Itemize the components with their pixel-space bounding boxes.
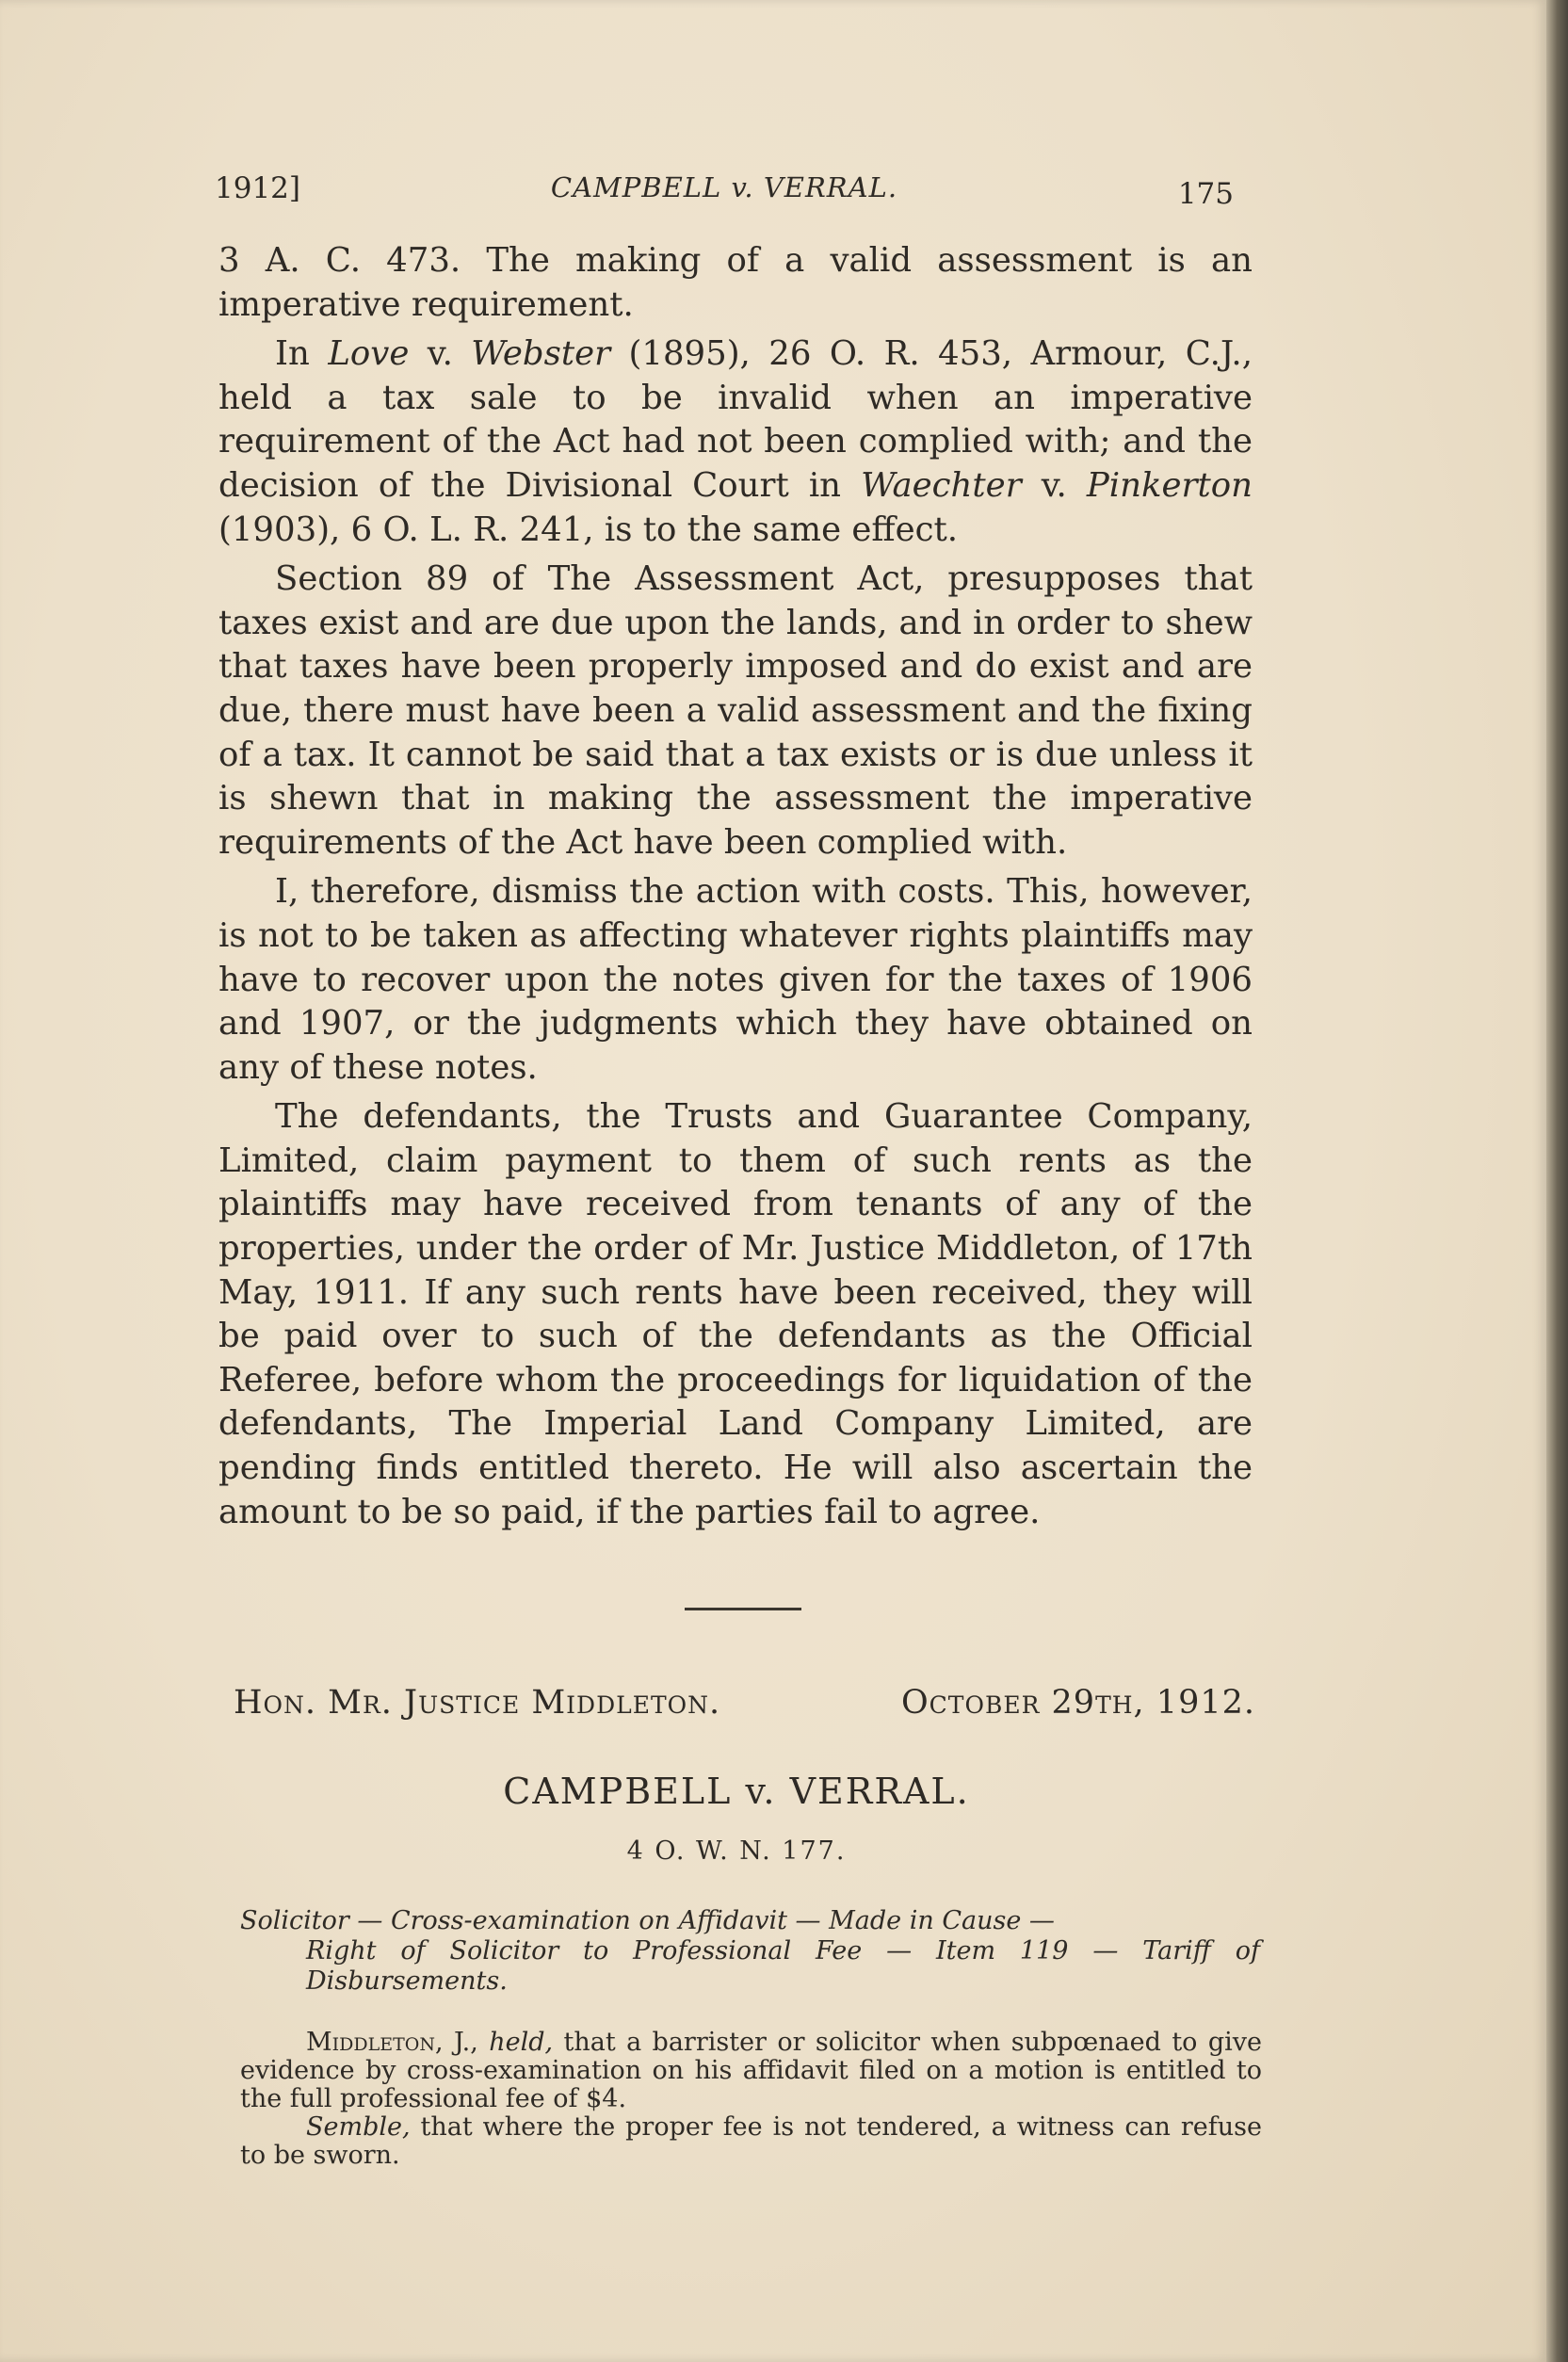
paragraph-2-text-c: (1895), 26 O. R. 453, Armour, C.J., held a tax sale to be invalid when an imperative requirement of the Act had not been complied with; and the decision of the Divisional Court in xyxy=(218,334,1253,505)
holding-judge: Middleton, J., xyxy=(306,2028,478,2057)
page-number: 175 xyxy=(1177,177,1234,211)
case-name-pinkerton: Pinkerton xyxy=(1086,465,1253,505)
page-edge xyxy=(1546,0,1568,2362)
paragraph-2-text-d: v. xyxy=(1021,465,1087,505)
case-name-webster: Webster xyxy=(471,334,611,374)
paragraph-2 xyxy=(218,332,1253,552)
section-divider xyxy=(685,1608,801,1610)
paragraph-1: 3 A. C. 473. The making of a valid assessment is an imperative requirement. xyxy=(218,241,1253,324)
headnote xyxy=(240,1906,1260,1997)
paragraph-2-text-a: In xyxy=(275,334,329,374)
paragraph-5: The defendants, the Trusts and Guarantee Company, Limited, claim payment to them of such rents as the plaintiffs may have received from tenants of any of the properties, under the order of Mr. Justice Middleton, of 17th May, 1911. If any such rents have been received, they will be paid over to such of the defendants as the Official Referee, before whom the proceedings for liquidation of the defendants, The Imperial Land Company Limited, are pending finds entitled thereto. He will also ascertain the amount to be so paid, if the parties fail to agree. xyxy=(218,1097,1253,1531)
paragraph-2-text-b: v. xyxy=(409,334,472,374)
judgment-text xyxy=(218,239,1253,1534)
case-citation: 4 O. W. N. 177. xyxy=(626,1836,847,1866)
holding xyxy=(240,2029,1262,2170)
case-name-waechter: Waechter xyxy=(861,465,1022,505)
judge-name: Hon. Mr. Justice Middleton. xyxy=(234,1684,721,1722)
headnote-line-1: Solicitor — Cross-examination on Affidavit — Made in Cause — xyxy=(240,1906,1055,1935)
judge-date-line xyxy=(234,1684,1255,1729)
held-word: held, xyxy=(489,2028,554,2057)
decision-date: October 29th, 1912. xyxy=(900,1684,1255,1722)
running-header xyxy=(215,171,1234,218)
paragraph-4: I, therefore, dismiss the action with costs. This, however, is not to be taken as affecting whatever rights plaintiffs may have to recover upon the notes given for the taxes of 1906 and 1907, or the judgments which they have obtained on any of these notes. xyxy=(218,872,1253,1087)
case-name-love: Love xyxy=(328,334,410,374)
paragraph-3: Section 89 of The Assessment Act, presupposes that taxes exist and are due upon the lands, and in order to shew that taxes have been properly imposed and do exist and are due, there must have been a valid assessment and the fixing of a tax. It cannot be said that a tax exists or is due unless it is shewn that in making the assessment the imperative requirements of the Act have been complied with. xyxy=(218,559,1253,862)
holding-text: that a barrister or solicitor when subpœnaed to give evidence by cross-examination on his affidavit filed on a motion is entitled to the full professional fee of $4. xyxy=(240,2028,1262,2113)
semble-text: that where the proper fee is not tendered, a witness can refuse to be sworn. xyxy=(240,2112,1262,2170)
header-year: 1912] xyxy=(215,171,300,205)
running-title: CAMPBELL v. VERRAL. xyxy=(550,171,898,203)
case-title: CAMPBELL v. VERRAL. xyxy=(503,1771,970,1812)
paragraph-2-text-e: (1903), 6 O. L. R. 241, is to the same effect. xyxy=(218,510,959,549)
headnote-line-2: Right of Solicitor to Professional Fee — Item 119 — Tariff of Disbursements. xyxy=(306,1936,1260,1996)
holding-paragraph xyxy=(240,2029,1262,2113)
semble-label: Semble, xyxy=(306,2112,411,2142)
semble-paragraph xyxy=(240,2113,1262,2170)
